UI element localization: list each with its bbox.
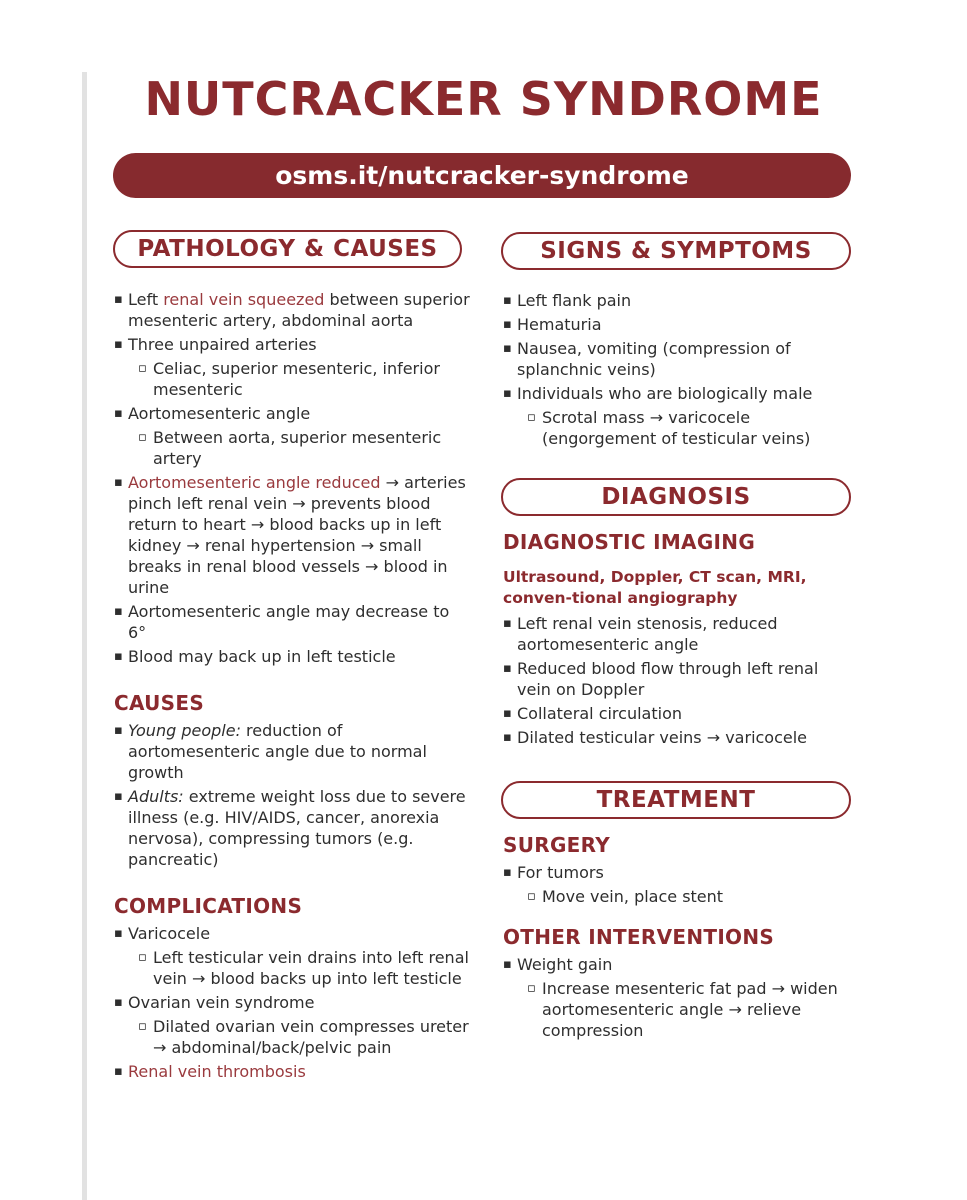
list-item: ▪ Left renal vein squeezed between superior mesenteric artery, abdominal aorta bbox=[114, 289, 470, 331]
diagnostic-imaging-heading: DIAGNOSTIC IMAGING bbox=[503, 530, 756, 554]
treatment-section bbox=[503, 835, 853, 1044]
page-spine bbox=[82, 72, 87, 1200]
list-item: ▪ Aortomesenteric angle may decrease to 6° bbox=[114, 601, 470, 643]
sub-list-item: ▫ Dilated ovarian vein compresses ureter → abdominal/back/pelvic pain bbox=[114, 1016, 470, 1058]
list-item: ▪ Aortomesenteric angle bbox=[114, 403, 470, 424]
list-item: ▪ Reduced blood flow through left renal vein on Doppler bbox=[503, 658, 853, 700]
sub-list-item: ▫ Celiac, superior mesenteric, inferior mesenteric bbox=[114, 358, 470, 400]
list-item: ▪ Nausea, vomiting (compression of splanchnic veins) bbox=[503, 338, 848, 380]
causes-list bbox=[114, 720, 470, 870]
list-item: ▪ Young people: reduction of aortomesenteric angle due to normal growth bbox=[114, 720, 470, 783]
list-item: ▪ Varicocele bbox=[114, 923, 470, 944]
list-item: ▪ Three unpaired arteries bbox=[114, 334, 470, 355]
sub-list-item: ▫ Increase mesenteric fat pad → widen aortomesenteric angle → relieve compression bbox=[503, 978, 853, 1041]
surgery-list bbox=[503, 862, 853, 907]
list-item: ▪ Ovarian vein syndrome bbox=[114, 992, 470, 1013]
diagnosis-list bbox=[503, 613, 853, 748]
list-item: ▪ Collateral circulation bbox=[503, 703, 853, 724]
page-title: NUTCRACKER SYNDROME bbox=[144, 72, 823, 126]
sub-list-item: ▫ Scrotal mass → varicocele (engorgement of testicular veins) bbox=[503, 407, 848, 449]
list-item: ▪ Hematuria bbox=[503, 314, 848, 335]
signs-section bbox=[503, 290, 848, 452]
diagnosis-section bbox=[503, 532, 853, 751]
complications-list bbox=[114, 923, 470, 1082]
sub-list-item: ▫ Between aorta, superior mesenteric artery bbox=[114, 427, 470, 469]
list-item: ▪ Adults: extreme weight loss due to severe illness (e.g. HIV/AIDS, cancer, anorexia nervosa), compressing tumors (e.g. pancreatic) bbox=[114, 786, 470, 870]
surgery-heading: SURGERY bbox=[503, 833, 611, 857]
causes-heading: CAUSES bbox=[114, 691, 205, 715]
complications-heading: COMPLICATIONS bbox=[114, 894, 303, 918]
signs-symptoms-heading: SIGNS & SYMPTOMS bbox=[501, 232, 851, 270]
pathology-heading: PATHOLOGY & CAUSES bbox=[113, 230, 462, 268]
list-item: ▪ Weight gain bbox=[503, 954, 853, 975]
treatment-heading: TREATMENT bbox=[501, 781, 851, 819]
highlight-text: Aortomesenteric angle reduced bbox=[128, 473, 381, 492]
pathology-list bbox=[114, 289, 470, 667]
signs-list bbox=[503, 290, 848, 449]
other-interventions-list bbox=[503, 954, 853, 1041]
other-interventions-heading: OTHER INTERVENTIONS bbox=[503, 925, 775, 949]
url-banner[interactable]: osms.it/nutcracker-syndrome bbox=[113, 153, 851, 198]
list-item: ▪ Aortomesenteric angle reduced → arteries pinch left renal vein → prevents blood return to heart → blood backs up in left kidney → renal hypertension → small breaks in renal blood vessels → blood in urine bbox=[114, 472, 470, 598]
highlight-text: Renal vein thrombosis bbox=[128, 1062, 306, 1081]
diagnosis-heading: DIAGNOSIS bbox=[501, 478, 851, 516]
list-item: ▪ Left flank pain bbox=[503, 290, 848, 311]
sub-list-item: ▫ Left testicular vein drains into left renal vein → blood backs up into left testicle bbox=[114, 947, 470, 989]
list-item bbox=[114, 1061, 470, 1082]
list-item: ▪ Left renal vein stenosis, reduced aortomesenteric angle bbox=[503, 613, 853, 655]
list-item: ▪ Blood may back up in left testicle bbox=[114, 646, 470, 667]
imaging-modalities: Ultrasound, Doppler, CT scan, MRI, conven-tional angiography bbox=[503, 568, 807, 607]
list-item: ▪ For tumors bbox=[503, 862, 853, 883]
highlight-text: renal vein squeezed bbox=[163, 290, 325, 309]
pathology-section bbox=[114, 289, 470, 1085]
sub-list-item: ▫ Move vein, place stent bbox=[503, 886, 853, 907]
list-item: ▪ Individuals who are biologically male bbox=[503, 383, 848, 404]
list-item: ▪ Dilated testicular veins → varicocele bbox=[503, 727, 853, 748]
